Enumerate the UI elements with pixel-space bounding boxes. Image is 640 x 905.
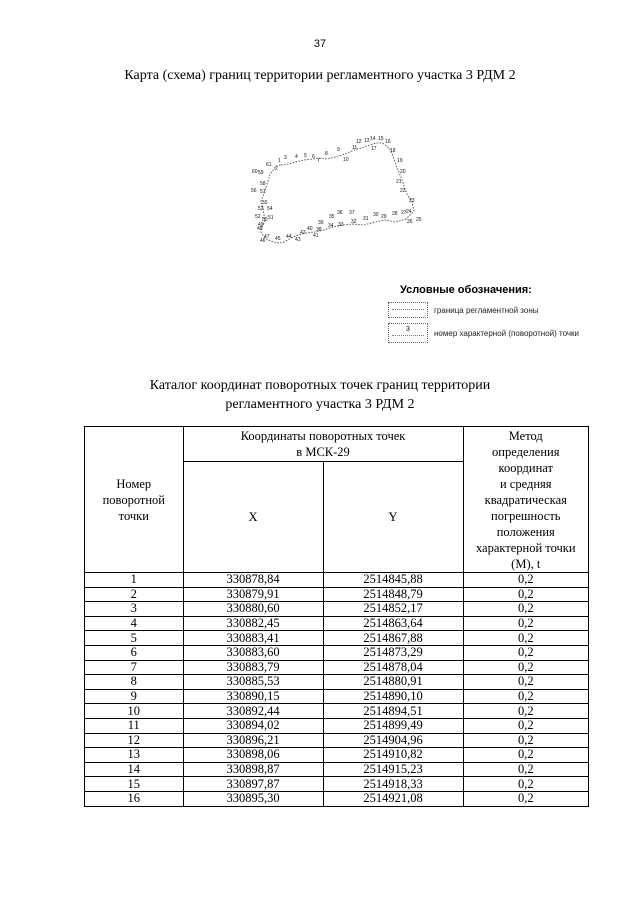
legend-row-point [388,323,618,343]
point-symbol [388,323,428,343]
cell-y: 2514852,17 [323,602,463,617]
point-label: 53 [258,206,264,212]
header-coordinates-text: Координаты поворотных точек в МСК-29 [240,429,406,459]
cell-point-number: 12 [85,733,184,748]
point-label: 49 [258,222,264,228]
cell-x: 330883,41 [183,631,323,646]
cell-method: 0,2 [463,602,588,617]
header-coordinates [183,427,463,462]
catalog-title-line1: Каталог координат поворотных точек границ территории [149,378,491,393]
cell-point-number: 8 [85,675,184,690]
point-label: 48 [257,226,263,232]
point-label: 61 [266,162,272,168]
cell-method: 0,2 [463,616,588,631]
boundary-scheme-map [240,126,430,246]
map-title: Карта (схема) границ территории регламентного участка 3 РДМ 2 [124,68,516,83]
cell-x: 330894,02 [183,718,323,733]
point-label: 30 [373,212,379,218]
cell-method: 0,2 [463,733,588,748]
point-label: 13 [364,138,370,144]
cell-method: 0,2 [463,645,588,660]
point-label: 33 [338,222,344,228]
point-label: 40 [307,226,313,232]
cell-point-number: 4 [85,616,184,631]
cell-y: 2514890,10 [323,689,463,704]
cell-point-number: 5 [85,631,184,646]
point-label: 17 [371,146,377,152]
legend-boundary-label: граница регламентной зоны [434,305,539,315]
point-label: 31 [363,216,369,222]
cell-point-number: 6 [85,645,184,660]
point-label: 6 [312,154,315,160]
point-labels [251,136,422,244]
point-label: 52 [255,214,261,220]
cell-point-number: 1 [85,573,184,588]
header-point-number-text: Номер поворотной точки [102,476,165,523]
table-row [85,675,589,690]
point-label: 54 [267,206,273,212]
cell-y: 2514873,29 [323,645,463,660]
catalog-title [0,376,640,414]
point-label: 51 [268,215,274,221]
point-label: 39 [318,220,324,226]
cell-y: 2514918,33 [323,777,463,792]
cell-method: 0,2 [463,587,588,602]
table-row [85,645,589,660]
point-label: 57 [260,189,266,195]
point-label: 16 [385,139,391,145]
point-label: 28 [392,211,398,217]
point-label: 18 [390,148,396,154]
point-label: 26 [407,219,413,225]
point-label: 41 [313,233,319,239]
cell-x: 330895,30 [183,791,323,806]
cell-y: 2514915,23 [323,762,463,777]
page-number: 37 [313,38,327,50]
table-row [85,791,589,806]
point-label: 4 [295,154,298,160]
point-label: 36 [337,210,343,216]
cell-y: 2514894,51 [323,704,463,719]
point-label: 45 [275,236,281,242]
point-label: 58 [260,181,266,187]
cell-x: 330892,44 [183,704,323,719]
cell-method: 0,2 [463,777,588,792]
cell-x: 330880,60 [183,602,323,617]
table-row [85,602,589,617]
point-label: 29 [381,214,387,220]
cell-y: 2514899,49 [323,718,463,733]
point-label: 47 [264,234,270,240]
table-row [85,660,589,675]
cell-x: 330890,15 [183,689,323,704]
point-label: 20 [400,169,406,175]
cell-point-number: 11 [85,718,184,733]
cell-point-number: 14 [85,762,184,777]
point-label: 21 [396,179,402,185]
cell-method: 0,2 [463,718,588,733]
point-label: 2 [275,166,278,172]
header-method-text: Метод определения координат и средняя квадратическая погрешность положения характерной точки (M), t [475,428,576,571]
cell-point-number: 9 [85,689,184,704]
cell-y: 2514863,64 [323,616,463,631]
cell-point-number: 16 [85,791,184,806]
point-label: 1 [278,158,281,164]
point-label: 37 [349,210,355,216]
header-method [463,427,588,573]
cell-point-number: 15 [85,777,184,792]
point-label: 12 [356,139,362,145]
cell-method: 0,2 [463,660,588,675]
point-label: 50 [262,217,268,223]
table-row [85,718,589,733]
cell-y: 2514878,04 [323,660,463,675]
cell-y: 2514910,82 [323,748,463,763]
point-label: 15 [378,136,384,142]
cell-method: 0,2 [463,704,588,719]
cell-point-number: 13 [85,748,184,763]
coordinates-table [84,426,589,807]
cell-y: 2514845,88 [323,573,463,588]
boundary-symbol [388,302,428,318]
point-label: 3 [284,155,287,161]
point-label: 19 [397,158,403,164]
cell-method: 0,2 [463,573,588,588]
point-label: 59 [258,170,264,176]
legend-row-boundary [388,302,618,318]
cell-method: 0,2 [463,689,588,704]
cell-method: 0,2 [463,631,588,646]
cell-point-number: 3 [85,602,184,617]
cell-point-number: 10 [85,704,184,719]
point-label: 11 [352,145,358,151]
point-label: 14 [370,136,376,142]
point-label: 27 [401,210,407,216]
cell-y: 2514848,79 [323,587,463,602]
cell-x: 330896,21 [183,733,323,748]
point-label: 43 [295,237,301,243]
table-row [85,616,589,631]
cell-x: 330883,79 [183,660,323,675]
point-label: 25 [416,217,422,223]
cell-method: 0,2 [463,748,588,763]
cell-x: 330883,60 [183,645,323,660]
cell-x: 330897,87 [183,777,323,792]
table-row [85,689,589,704]
point-label: 7 [317,158,320,164]
point-label: 10 [343,157,349,163]
table-row [85,704,589,719]
cell-point-number: 7 [85,660,184,675]
point-label: 55 [262,200,268,206]
point-label: 42 [300,230,306,236]
point-label: 22 [400,188,406,194]
header-point-number [85,427,184,573]
legend-point-label: номер характерной (поворотной) точки [434,328,580,338]
point-label: 35 [329,214,335,220]
point-label: 56 [251,188,257,194]
cell-method: 0,2 [463,675,588,690]
coordinates-table-body [85,573,589,807]
point-label: 8 [325,151,328,157]
header-x: X [183,462,323,573]
table-row [85,748,589,763]
cell-method: 0,2 [463,762,588,777]
table-row [85,762,589,777]
point-label: 32 [351,219,357,225]
legend-title: Условные обозначения: [400,284,532,296]
catalog-title-line2: регламентного участка 3 РДМ 2 [225,397,415,412]
cell-x: 330885,53 [183,675,323,690]
table-row [85,777,589,792]
point-label: 24 [406,209,412,215]
legend [388,284,618,348]
cell-method: 0,2 [463,791,588,806]
table-row [85,631,589,646]
point-label: 9 [337,147,340,153]
cell-x: 330898,06 [183,748,323,763]
header-y: Y [323,462,463,573]
cell-y: 2514904,96 [323,733,463,748]
cell-point-number: 2 [85,587,184,602]
point-label: 60 [252,169,258,175]
cell-y: 2514867,88 [323,631,463,646]
table-row [85,573,589,588]
point-label: 44 [286,234,292,240]
point-label: 23 [409,198,415,204]
cell-y: 2514880,91 [323,675,463,690]
table-row [85,587,589,602]
cell-y: 2514921,08 [323,791,463,806]
point-symbol-number: 3 [406,326,410,333]
table-row [85,733,589,748]
point-label: 38 [316,227,322,233]
cell-x: 330898,87 [183,762,323,777]
cell-x: 330878,84 [183,573,323,588]
cell-x: 330882,45 [183,616,323,631]
point-label: 5 [304,153,307,159]
point-label: 34 [328,223,334,229]
point-label: 46 [260,238,266,244]
cell-x: 330879,91 [183,587,323,602]
